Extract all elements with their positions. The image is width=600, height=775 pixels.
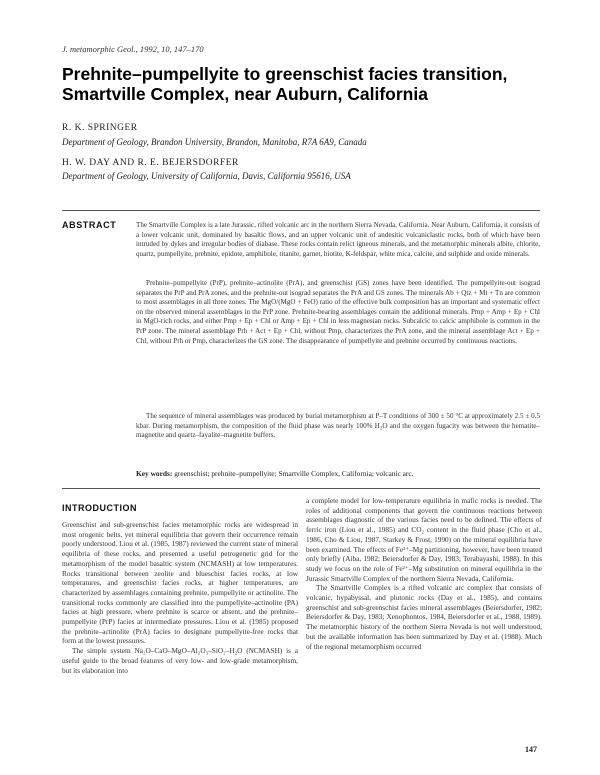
abstract-paragraph-1: The Smartville Complex is a late Jurassic, rifted volcanic arc in the northern Sierra Nevada, California. Near Auburn, California, it consists of a lower volcanic unit, dominated by basaltic flows, and an upper volcanic unit of andesitic volcaniclastic rocks, both of which have been intruded by dykes and irregular bodies of diabase. These rocks contain relict igneous minerals, and the metamorphic minerals albite, chlorite, quartz, pumpellyite, prehnite, epidote, amphibole, titanite, garnet, biotite, K-feldspar, white mica, calcite, and sulphide and oxide minerals. <box>136 221 540 258</box>
affiliation-2: Department of Geology, University of California, Davis, California 95616, USA <box>62 171 351 181</box>
header-divider <box>62 210 540 211</box>
keywords-text: greenschist; prehnite–pumpellyite; Smartville Complex, California; volcanic arc. <box>174 469 414 478</box>
right-column <box>306 496 542 651</box>
keywords <box>136 469 540 478</box>
journal-citation: J. metamorphic Geol., 1992, 10, 147–170 <box>62 44 204 54</box>
affiliation-1: Department of Geology, Brandon University, Brandon, Manitoba, R7A 6A9, Canada <box>62 137 367 147</box>
section-heading-introduction: INTRODUCTION <box>62 503 137 513</box>
page-number: 147 <box>525 745 537 754</box>
paper-title: Prehnite–pumpellyite to greenschist facies transition, Smartville Complex, near Auburn, California <box>62 64 508 104</box>
abstract-label: ABSTRACT <box>62 220 117 230</box>
author-2: H. W. DAY AND R. E. BEJERSDORFER <box>62 158 239 168</box>
body-paragraph: a complete model for low-temperature equilibria in mafic rocks is needed. The roles of additional components that govern the continuous reactions between assemblages diagnostic of the various facies need to be defined. The effects of ferric iron (Liou et al., 1985) and CO₂ content in the fluid phase (Cho et al., 1986, Cho & Liou, 1987, Starkey & Frost, 1990) on the mineral equilibria have been examined. The effects of Fe²⁺–Mg partitioning, however, have been treated only briefly (Aiba, 1982; Beiersdorfer & Day, 1983; Terabayashi, 1988). In this study we focus on the role of Fe²⁺–Mg substitution on mineral equilibria in the Jurassic Smartville Complex of the northern Sierra Nevada, California. <box>306 496 542 583</box>
body-paragraph: Greenschist and sub-greenschist facies metamorphic rocks are widespread in most orogenic belts, yet mineral equilibria that govern their occurrence remain poorly understood. Liou et al. (1985, 1987) reviewed the current state of mineral equilibria of these rocks, and presented a useful petrogenetic grid for the metamorphism of the model basaltic system (NCMASH) at low temperatures. Rocks transitional between zeolite and blueschist facies rocks, at low temperatures, and greenschist facies rocks, at higher temperatures, are characterized by assemblages containing prehnite, pumpellyite or actinolite. The transitional rocks commonly are classified into the pumpellyite–actinolite (PA) facies at high pressure, where prehnite is scarce or absent, and the prehnite–pumpellyite (PrP) facies at intermediate pressures. Liou et al. (1985) proposed the prehnite–actinolite (PrA) facies to designate pumpellyite-free rocks that form at the lowest pressures. <box>62 520 298 646</box>
abstract-divider <box>62 488 540 489</box>
abstract-paragraph-3: The sequence of mineral assemblages was produced by burial metamorphism at P–T conditions of 300 ± 50 °C at approximately 2.5 ± 0.5 kbar. During metamorphism, the composition of the fluid phase was nearly 100% H₂O and the oxygen fugacity was between the hematite–magnetite and quartz–fayalite–magnetite buffers. <box>136 412 540 440</box>
body-paragraph: The simple system Na₂O–CaO–MgO–Al₂O₃–SiO₂–H₂O (NCMASH) is a useful guide to the broad features of very low- and low-grade metamorphism, but its elaboration into <box>62 646 298 675</box>
abstract-paragraph-2: Prehnite–pumpellyite (PrP), prehnite–actinolite (PrA), and greenschist (GS) zones have been identified. The pumpellyite-out isograd separates the PrP and PrA zones, and the prehnite-out isograd separates the PrA and GS zones. The minerals Ab + Qtz + Mt + Tn are common to most assemblages in all three zones. The MgO/(MgO + FeO) ratio of the effective bulk composition has an important and systematic effect on the observed mineral assemblages in the PrP zone. Prehnite-bearing assemblages contain the additional minerals. Pmp + Amp + Ep + Chl in MgO-rich rocks, and either Pmp + Ep + Chl or Amp + Ep + Chl in less magnesian rocks. Subcalcic to calcic amphibole is common in the PrP zone. The mineral assemblage Prh + Act + Ep + Chl, without Pmp, characterizes the PrA zone, and the mineral assemblage Act + Ep + Chl, without Prh or Pmp, characterizes the GS zone. The disappearance of pumpellyite and prehnite occurred by continuous reactions. <box>136 279 540 345</box>
author-1: R. K. SPRINGER <box>62 123 138 133</box>
left-column <box>62 520 298 675</box>
body-paragraph: The Smartville Complex is a rifted volcanic arc complex that consists of volcanic, hypabyssal, and plutonic rocks (Day et al., 1985), and contains greenschist and sub-greenschist facies mineral assemblages (Beiersdorfer, 1982; Beiersdorfer & Day, 1983; Xenophontos, 1984, Beiersdorfer et al., 1988, 1989). The metamorphic history of the northern Sierra Nevada is not well understood, but the available information has been summarized by Day et al. (1988). Much of the regional metamorphism occurred <box>306 583 542 651</box>
keywords-label: Key words: <box>136 469 173 478</box>
